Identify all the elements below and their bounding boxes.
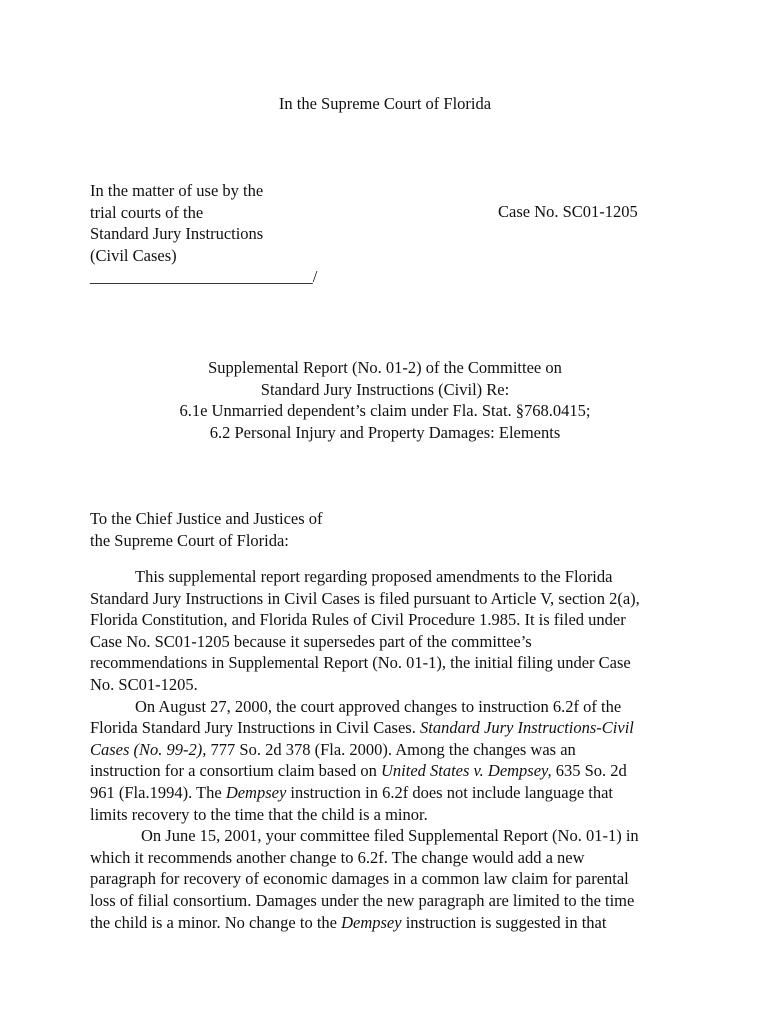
caption-line: (Civil Cases) bbox=[90, 245, 177, 265]
case-citation: Dempsey bbox=[341, 912, 402, 932]
caption-line: In the matter of use by the bbox=[90, 181, 264, 200]
paragraph-line: Case No. SC01-1205 because it supersedes part of the committee’s bbox=[90, 631, 532, 651]
paragraph-line: loss of filial consortium. Damages under the new paragraph are limited to the time bbox=[90, 890, 635, 910]
report-body bbox=[90, 566, 690, 933]
text-run: 777 So. 2d 378 (Fla. 2000). Among the changes was an bbox=[206, 739, 576, 759]
paragraph-line: No. SC01-1205. bbox=[90, 674, 198, 694]
court-title: In the Supreme Court of Florida bbox=[278, 94, 492, 113]
case-number: Case No. SC01-1205 bbox=[498, 202, 638, 221]
paragraph-line: which it recommends another change to 6.2f. The change would add a new bbox=[90, 847, 585, 867]
caption-line: Standard Jury Instructions bbox=[90, 224, 264, 243]
paragraph-line: On August 27, 2000, the court approved changes to instruction 6.2f of the bbox=[135, 696, 622, 716]
caption-signature-line: ___________________________/ bbox=[90, 267, 318, 286]
paragraph-line: Florida Constitution, and Florida Rules of Civil Procedure 1.985. It is filed under bbox=[90, 610, 626, 630]
paragraph-line: Standard Jury Instructions in Civil Cases is filed pursuant to Article V, section 2(a), bbox=[90, 588, 640, 608]
report-title-line: Standard Jury Instructions (Civil) Re: bbox=[260, 379, 510, 399]
salutation-line: To the Chief Justice and Justices of bbox=[90, 509, 323, 528]
text-run: instruction is suggested in that bbox=[401, 912, 607, 932]
case-citation: Dempsey bbox=[225, 782, 287, 802]
text-run: instruction for a consortium claim based on bbox=[90, 761, 381, 781]
case-citation: Cases (No. 99-2), bbox=[90, 739, 207, 759]
caption-line: trial courts of the bbox=[90, 202, 204, 222]
paragraph-line: limits recovery to the time that the child is a minor. bbox=[90, 804, 428, 824]
salutation-line: the Supreme Court of Florida: bbox=[90, 530, 289, 550]
paragraph-line bbox=[90, 912, 690, 934]
case-citation: Standard Jury Instructions-Civil bbox=[419, 718, 634, 738]
paragraph-line: This supplemental report regarding proposed amendments to the Florida bbox=[135, 567, 613, 586]
paragraph-line bbox=[90, 782, 690, 804]
text-run: 635 So. 2d bbox=[551, 761, 627, 781]
text-run: the child is a minor. No change to the bbox=[90, 912, 342, 932]
report-title-line: 6.1e Unmarried dependent’s claim under Fla. Stat. §768.0415; bbox=[179, 401, 591, 420]
case-caption bbox=[90, 180, 390, 288]
paragraph-line bbox=[90, 739, 690, 761]
text-run: Florida Standard Jury Instructions in Civil Cases. bbox=[90, 718, 420, 738]
case-citation: United States v. Dempsey, bbox=[380, 761, 552, 781]
salutation bbox=[90, 508, 323, 551]
text-run: 961 (Fla.1994). The bbox=[90, 782, 226, 802]
paragraph-line: On June 15, 2001, your committee filed Supplemental Report (No. 01-1) in bbox=[141, 826, 639, 846]
text-run: instruction in 6.2f does not include language that bbox=[286, 782, 614, 802]
paragraph-line: recommendations in Supplemental Report (No. 01-1), the initial filing under Case bbox=[90, 653, 631, 673]
paragraph-line bbox=[90, 760, 690, 782]
report-title-line: Supplemental Report (No. 01-2) of the Committee on bbox=[208, 358, 562, 377]
paragraph-line bbox=[90, 717, 690, 739]
report-title-line: 6.2 Personal Injury and Property Damages: Elements bbox=[209, 422, 561, 442]
report-title bbox=[0, 357, 770, 443]
paragraph-line: paragraph for recovery of economic damages in a common law claim for parental bbox=[90, 869, 629, 889]
